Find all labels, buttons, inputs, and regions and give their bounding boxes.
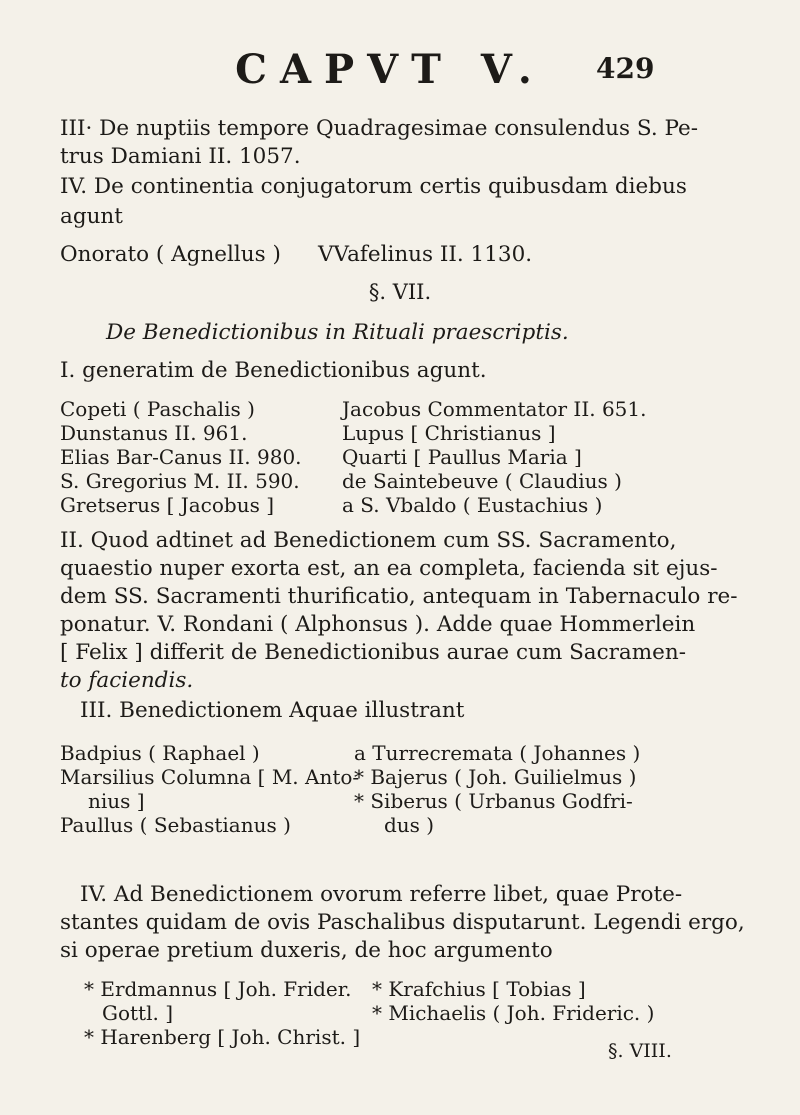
author-entry: Elias Bar-Canus II. 980. (60, 445, 302, 469)
author-entry: de Saintebeuve ( Claudius ) (342, 469, 622, 493)
author-list-left (60, 398, 302, 518)
author-entry: Jacobus Commentator II. 651. (342, 397, 647, 421)
author-list-left (84, 978, 360, 1050)
author-entry: Paullus ( Sebastianus ) (60, 813, 291, 837)
author-list-right (354, 742, 640, 838)
text-line: quaestio nuper exorta est, an ea completa, facienda sit ejus- (60, 556, 718, 581)
text-line: IV. De continentia conjugatorum certis quibusdam diebus (60, 174, 687, 199)
text-line: dem SS. Sacramenti thurificatio, antequam in Tabernaculo re- (60, 584, 738, 609)
author-entry: Copeti ( Paschalis ) (60, 397, 255, 421)
author-entry: Onorato ( Agnellus ) (60, 242, 281, 267)
author-list-left (60, 742, 359, 838)
page-header (0, 38, 800, 98)
item-heading: I. generatim de Benedictionibus agunt. (60, 358, 487, 383)
author-list-right (372, 978, 654, 1026)
author-list-right (342, 398, 646, 518)
text-line: stantes quidam de ovis Paschalibus disputarunt. Legendi ergo, (60, 910, 745, 935)
text-line: trus Damiani II. 1057. (60, 144, 301, 169)
author-entry: Dunstanus II. 961. (60, 421, 248, 445)
text-line: ponatur. V. Rondani ( Alphonsus ). Adde quae Hommerlein (60, 612, 696, 637)
running-head: CAPVT V. (235, 46, 545, 93)
author-entry: Lupus [ Christianus ] (342, 421, 556, 445)
author-entry: a S. Vbaldo ( Eustachius ) (342, 493, 603, 517)
author-entry: Gretserus [ Jacobus ] (60, 493, 275, 517)
author-entry: Badpius ( Raphael ) (60, 741, 260, 765)
catchword: §. VIII. (608, 1040, 672, 1062)
author-entry: Quarti [ Paullus Maria ] (342, 445, 582, 469)
text-line: agunt (60, 204, 123, 229)
author-entry: S. Gregorius M. II. 590. (60, 469, 300, 493)
author-entry: * Siberus ( Urbanus Godfri- (354, 789, 633, 813)
text-line: III· De nuptiis tempore Quadragesimae consulendus S. Pe- (60, 116, 699, 141)
section-title: De Benedictionibus in Rituali praescriptis. (106, 320, 569, 345)
page-number: 429 (596, 52, 655, 85)
author-entry: dus ) (384, 813, 435, 837)
text-line: si operae pretium duxeris, de hoc argumento (60, 938, 553, 963)
author-entry: * Michaelis ( Joh. Frideric. ) (372, 1001, 655, 1025)
author-entry: * Erdmannus [ Joh. Frider. (84, 977, 352, 1001)
section-heading: §. VII. (368, 280, 432, 304)
author-entry: * Krafchius [ Tobias ] (372, 977, 586, 1001)
author-entry: a Turrecremata ( Johannes ) (354, 741, 641, 765)
text-line: II. Quod adtinet ad Benedictionem cum SS. Sacramento, (60, 528, 677, 553)
author-entry: Marsilius Columna [ M. Anto- (60, 765, 360, 789)
item-heading: III. Benedictionem Aquae illustrant (80, 698, 465, 723)
author-entry: * Bajerus ( Joh. Guilielmus ) (354, 765, 637, 789)
text-line: to faciendis. (60, 668, 194, 693)
author-entry: VVafelinus II. 1130. (318, 242, 533, 267)
author-entry: Gottl. ] (102, 1001, 174, 1025)
author-entry: nius ] (88, 789, 145, 813)
text-line: [ Felix ] differit de Benedictionibus aurae cum Sacramen- (60, 640, 686, 665)
text-line: IV. Ad Benedictionem ovorum referre libet, quae Prote- (80, 882, 683, 907)
author-entry: * Harenberg [ Joh. Christ. ] (84, 1025, 361, 1049)
